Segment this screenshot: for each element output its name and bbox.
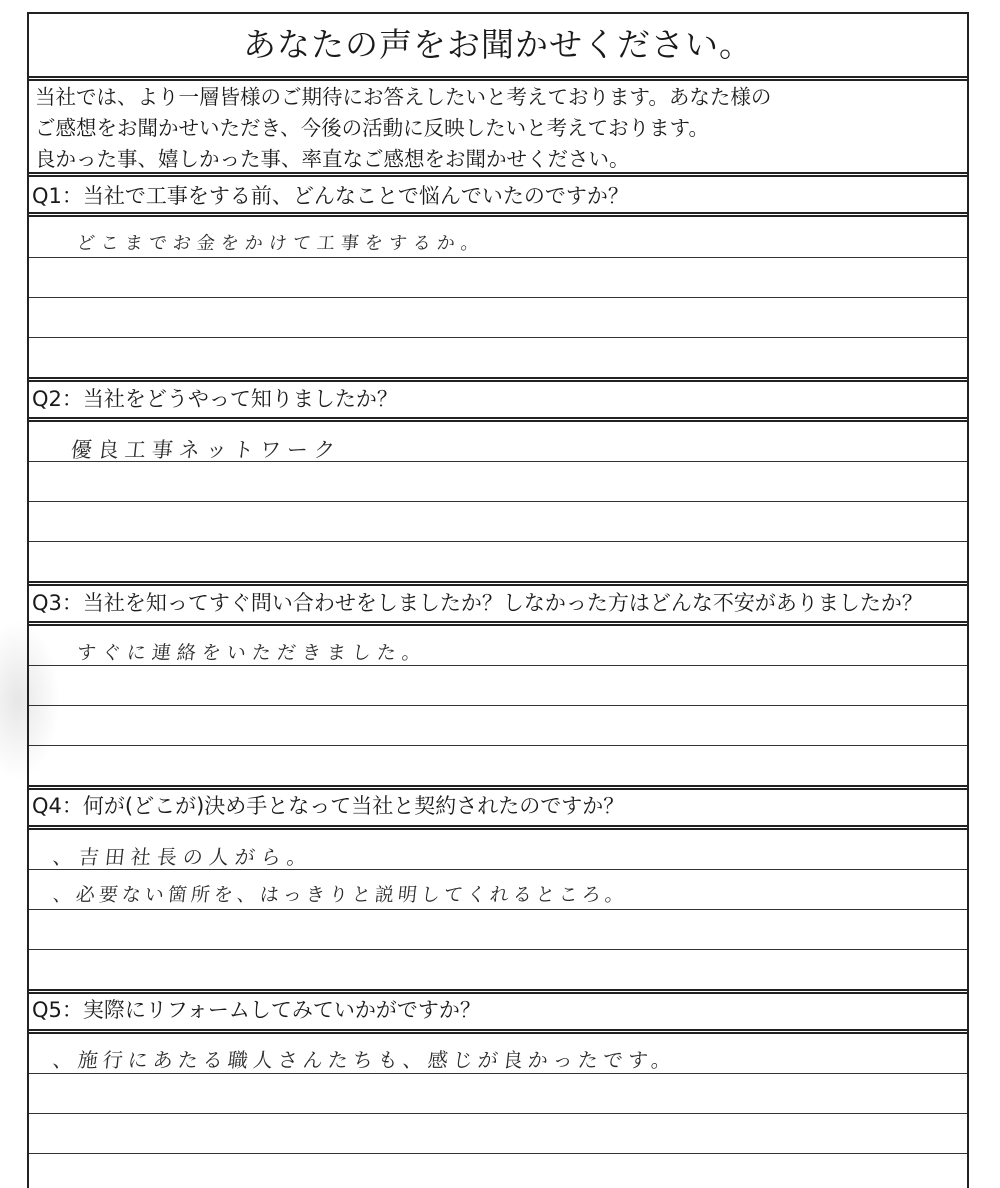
answer-rule — [29, 705, 967, 706]
answer-rule — [29, 1113, 967, 1114]
divider — [29, 825, 967, 830]
answer-rule — [29, 541, 967, 542]
intro-line: ご感想をお聞かせいただき、今後の活動に反映したいと考えております。 — [35, 116, 710, 140]
answer-5-line-1: 、施行にあたる職人さんたちも、感じが良かったです。 — [51, 1048, 678, 1072]
answer-3-line-1: すぐに連絡をいただきました。 — [75, 642, 429, 664]
question-1-label: Q1：当社で工事をする前、どんなことで悩んでいたのですか？ — [32, 184, 629, 208]
answer-rule — [29, 501, 967, 502]
answer-rule — [29, 869, 967, 870]
divider — [29, 377, 967, 382]
answer-rule — [29, 909, 967, 910]
answer-rule — [29, 337, 967, 338]
divider — [29, 989, 967, 994]
answer-4-line-1: 、吉田社長の人がら。 — [51, 845, 315, 869]
question-2-label: Q2：当社をどうやって知りましたか？ — [32, 387, 398, 411]
answer-rule — [29, 1153, 967, 1154]
intro-text — [35, 82, 960, 175]
answer-rule — [29, 461, 967, 462]
question-5-label: Q5：実際にリフォームしてみていかがですか？ — [32, 998, 481, 1022]
answer-rule — [29, 257, 967, 258]
divider — [29, 1029, 967, 1034]
answer-rule — [29, 297, 967, 298]
form-title: あなたの声をお聞かせください。 — [243, 25, 753, 64]
divider — [29, 785, 967, 790]
intro-line: 良かった事、嬉しかった事、率直なご感想をお聞かせください。 — [35, 147, 630, 171]
answer-2-line-1: 優良工事ネットワーク — [69, 438, 343, 462]
answer-rule — [29, 1073, 967, 1074]
answer-rule — [29, 745, 967, 746]
divider — [29, 212, 967, 217]
question-3-label: Q3：当社を知ってすぐ問い合わせをしましたか？しなかった方はどんな不安がありましたか？ — [32, 591, 923, 615]
question-4-label: Q4：何が(どこが)決め手となって当社と契約されたのですか？ — [32, 794, 625, 818]
survey-form — [27, 12, 969, 1188]
divider — [29, 76, 967, 81]
answer-4-line-2: 、必要ない箇所を、はっきりと説明してくれるところ。 — [51, 884, 630, 906]
divider — [29, 417, 967, 422]
divider — [29, 581, 967, 586]
answer-rule — [29, 949, 967, 950]
divider — [29, 621, 967, 626]
intro-line: 当社では、より一層皆様のご期待にお答えしたいと考えております。あなた様の — [35, 85, 772, 109]
answer-1-line-1: どこまでお金をかけて工事をするか。 — [75, 233, 486, 254]
answer-rule — [29, 665, 967, 666]
divider — [29, 172, 967, 177]
